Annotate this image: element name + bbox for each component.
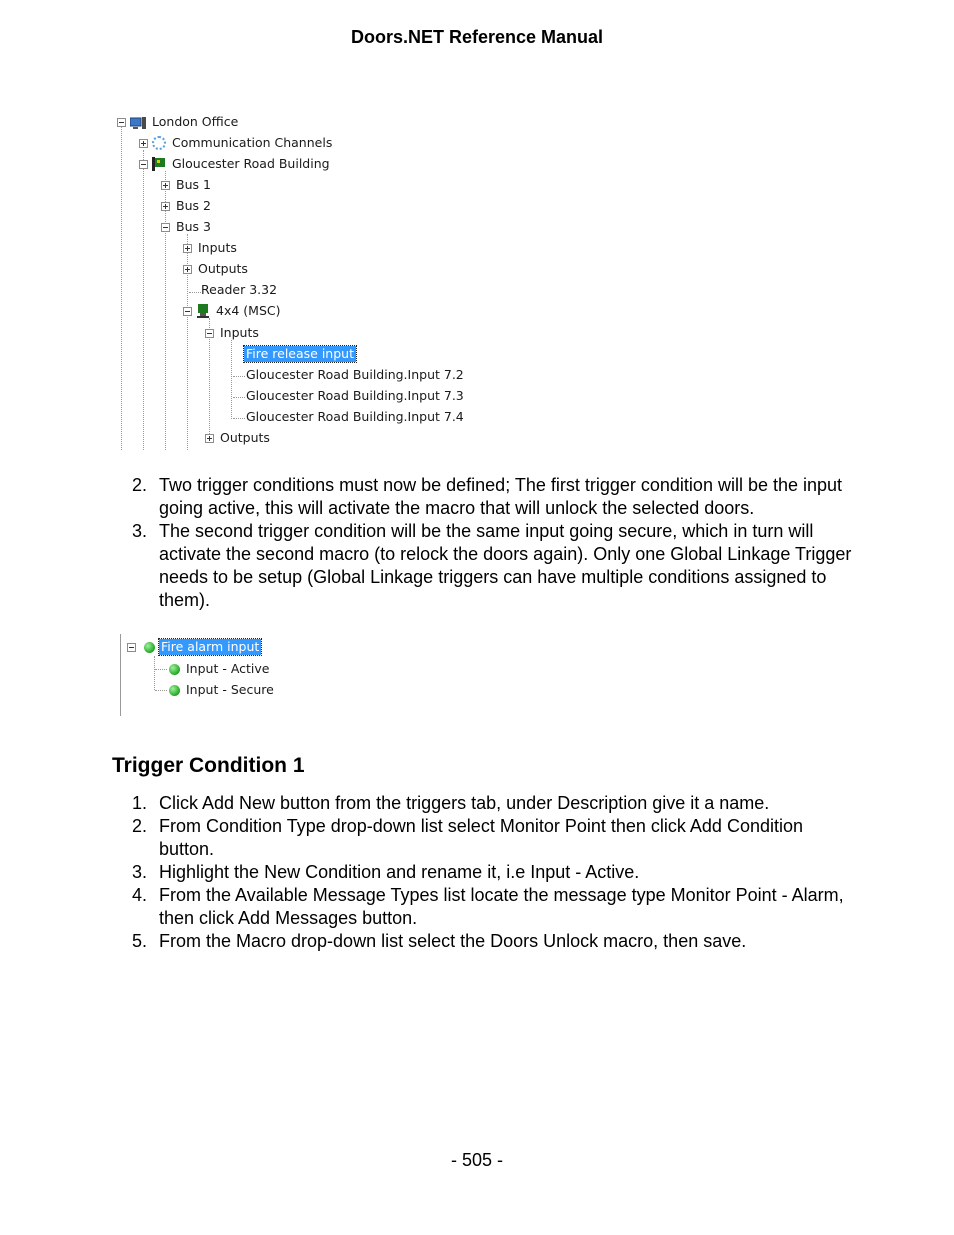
tree-node-label-selected: Fire alarm input (161, 639, 260, 654)
tree-node-london-office[interactable] (117, 112, 240, 132)
list-item (112, 861, 852, 884)
tree-node-label: Gloucester Road Building.Input 7.4 (246, 409, 464, 424)
expand-icon[interactable] (139, 139, 148, 148)
collapse-icon[interactable] (139, 160, 148, 169)
tree-node-label: Inputs (220, 325, 259, 340)
tree-node-bus3-inputs[interactable] (183, 238, 239, 258)
list-text: Two trigger conditions must now be defined; The first trigger condition will be the input going active, this will activate the macro that will unlock the selected doors. (159, 475, 843, 518)
list-item (112, 815, 852, 861)
expand-icon[interactable] (183, 265, 192, 274)
channel-icon (152, 136, 166, 150)
list-item (112, 930, 852, 953)
list-number: 2. (132, 816, 148, 836)
collapse-icon[interactable] (183, 307, 192, 316)
list-number: 4. (132, 885, 148, 905)
page-number: - 505 - (450, 1150, 504, 1170)
list-item (112, 474, 852, 520)
tree-node-bus-3[interactable] (161, 217, 213, 237)
list-text: From Condition Type drop-down list select Monitor Point then click Add Condition button. (159, 816, 803, 859)
tree-node-input-active[interactable] (169, 659, 272, 679)
section-heading: Trigger Condition 1 (112, 754, 305, 777)
status-ok-icon (169, 664, 180, 675)
module-icon (196, 304, 210, 318)
list-number: 2. (132, 475, 148, 495)
tree-node-bus3-outputs[interactable] (183, 259, 250, 279)
controller-icon (152, 157, 166, 171)
tree-node-gloucester-road-building[interactable] (139, 154, 332, 174)
tree-node-label: Gloucester Road Building (172, 156, 330, 171)
tree-node-label: Bus 2 (176, 198, 211, 213)
tree-node-label: Gloucester Road Building.Input 7.3 (246, 388, 464, 403)
list-item (112, 520, 852, 612)
tree-node-fire-alarm-input[interactable] (127, 637, 261, 657)
tree-node-label: Bus 3 (176, 219, 211, 234)
tree-node-4x4-msc[interactable] (183, 301, 282, 321)
status-ok-icon (169, 685, 180, 696)
tree-node-input-7-2[interactable] (244, 365, 466, 385)
tree-node-label: Reader 3.32 (201, 282, 278, 297)
tree-node-label: London Office (152, 114, 239, 129)
tree-node-label: Communication Channels (172, 135, 333, 150)
list-text: Highlight the New Condition and rename it, i.e Input - Active. (159, 862, 640, 882)
tree-node-fire-release-input[interactable] (244, 344, 356, 364)
tree-node-label-selected: Fire release input (246, 346, 354, 361)
tree-node-label: Bus 1 (176, 177, 211, 192)
list-text: Click Add New button from the triggers tab, under Description give it a name. (159, 793, 770, 813)
list-number: 1. (132, 793, 148, 813)
tree-node-input-7-3[interactable] (244, 386, 466, 406)
collapse-icon[interactable] (205, 329, 214, 338)
tree-node-label: Gloucester Road Building.Input 7.2 (246, 367, 464, 382)
collapse-icon[interactable] (161, 223, 170, 232)
expand-icon[interactable] (183, 244, 192, 253)
expand-icon[interactable] (161, 181, 170, 190)
tree-node-label: 4x4 (MSC) (216, 303, 281, 318)
tree-node-label: Outputs (220, 430, 270, 445)
list-number: 5. (132, 931, 148, 951)
tree-node-msc-inputs[interactable] (205, 323, 261, 343)
tree-node-reader[interactable] (199, 280, 279, 300)
tree-node-label: Input - Active (186, 661, 270, 676)
tree-node-label: Input - Secure (186, 682, 274, 697)
tree-node-bus-2[interactable] (161, 196, 213, 216)
tree-node-communication-channels[interactable] (139, 133, 334, 153)
tree-node-input-secure[interactable] (169, 680, 276, 700)
collapse-icon[interactable] (127, 643, 136, 652)
list-text: From the Macro drop-down list select the Doors Unlock macro, then save. (159, 931, 747, 951)
list-item (112, 792, 852, 815)
tree-node-input-7-4[interactable] (244, 407, 466, 427)
tree-node-label: Inputs (198, 240, 237, 255)
list-number: 3. (132, 862, 148, 882)
expand-icon[interactable] (161, 202, 170, 211)
list-item (112, 884, 852, 930)
list-text: The second trigger condition will be the same input going secure, which in turn will activate the second macro (to relock the doors again). Only one Global Linkage Trigger needs to be setup (Global Linkage triggers can have multiple conditions assigned to them). (159, 521, 852, 610)
collapse-icon[interactable] (117, 118, 126, 127)
list-number: 3. (132, 521, 148, 541)
tree-node-bus-1[interactable] (161, 175, 213, 195)
tree-node-label: Outputs (198, 261, 248, 276)
instruction-list-2 (112, 792, 852, 953)
instruction-list-1 (112, 474, 852, 612)
list-text: From the Available Message Types list locate the message type Monitor Point - Alarm, then click Add Messages button. (159, 885, 844, 928)
expand-icon[interactable] (205, 434, 214, 443)
tree-node-msc-outputs[interactable] (205, 428, 272, 448)
page-header: Doors.NET Reference Manual (350, 27, 604, 47)
computer-icon (130, 116, 146, 129)
status-ok-icon (144, 642, 155, 653)
